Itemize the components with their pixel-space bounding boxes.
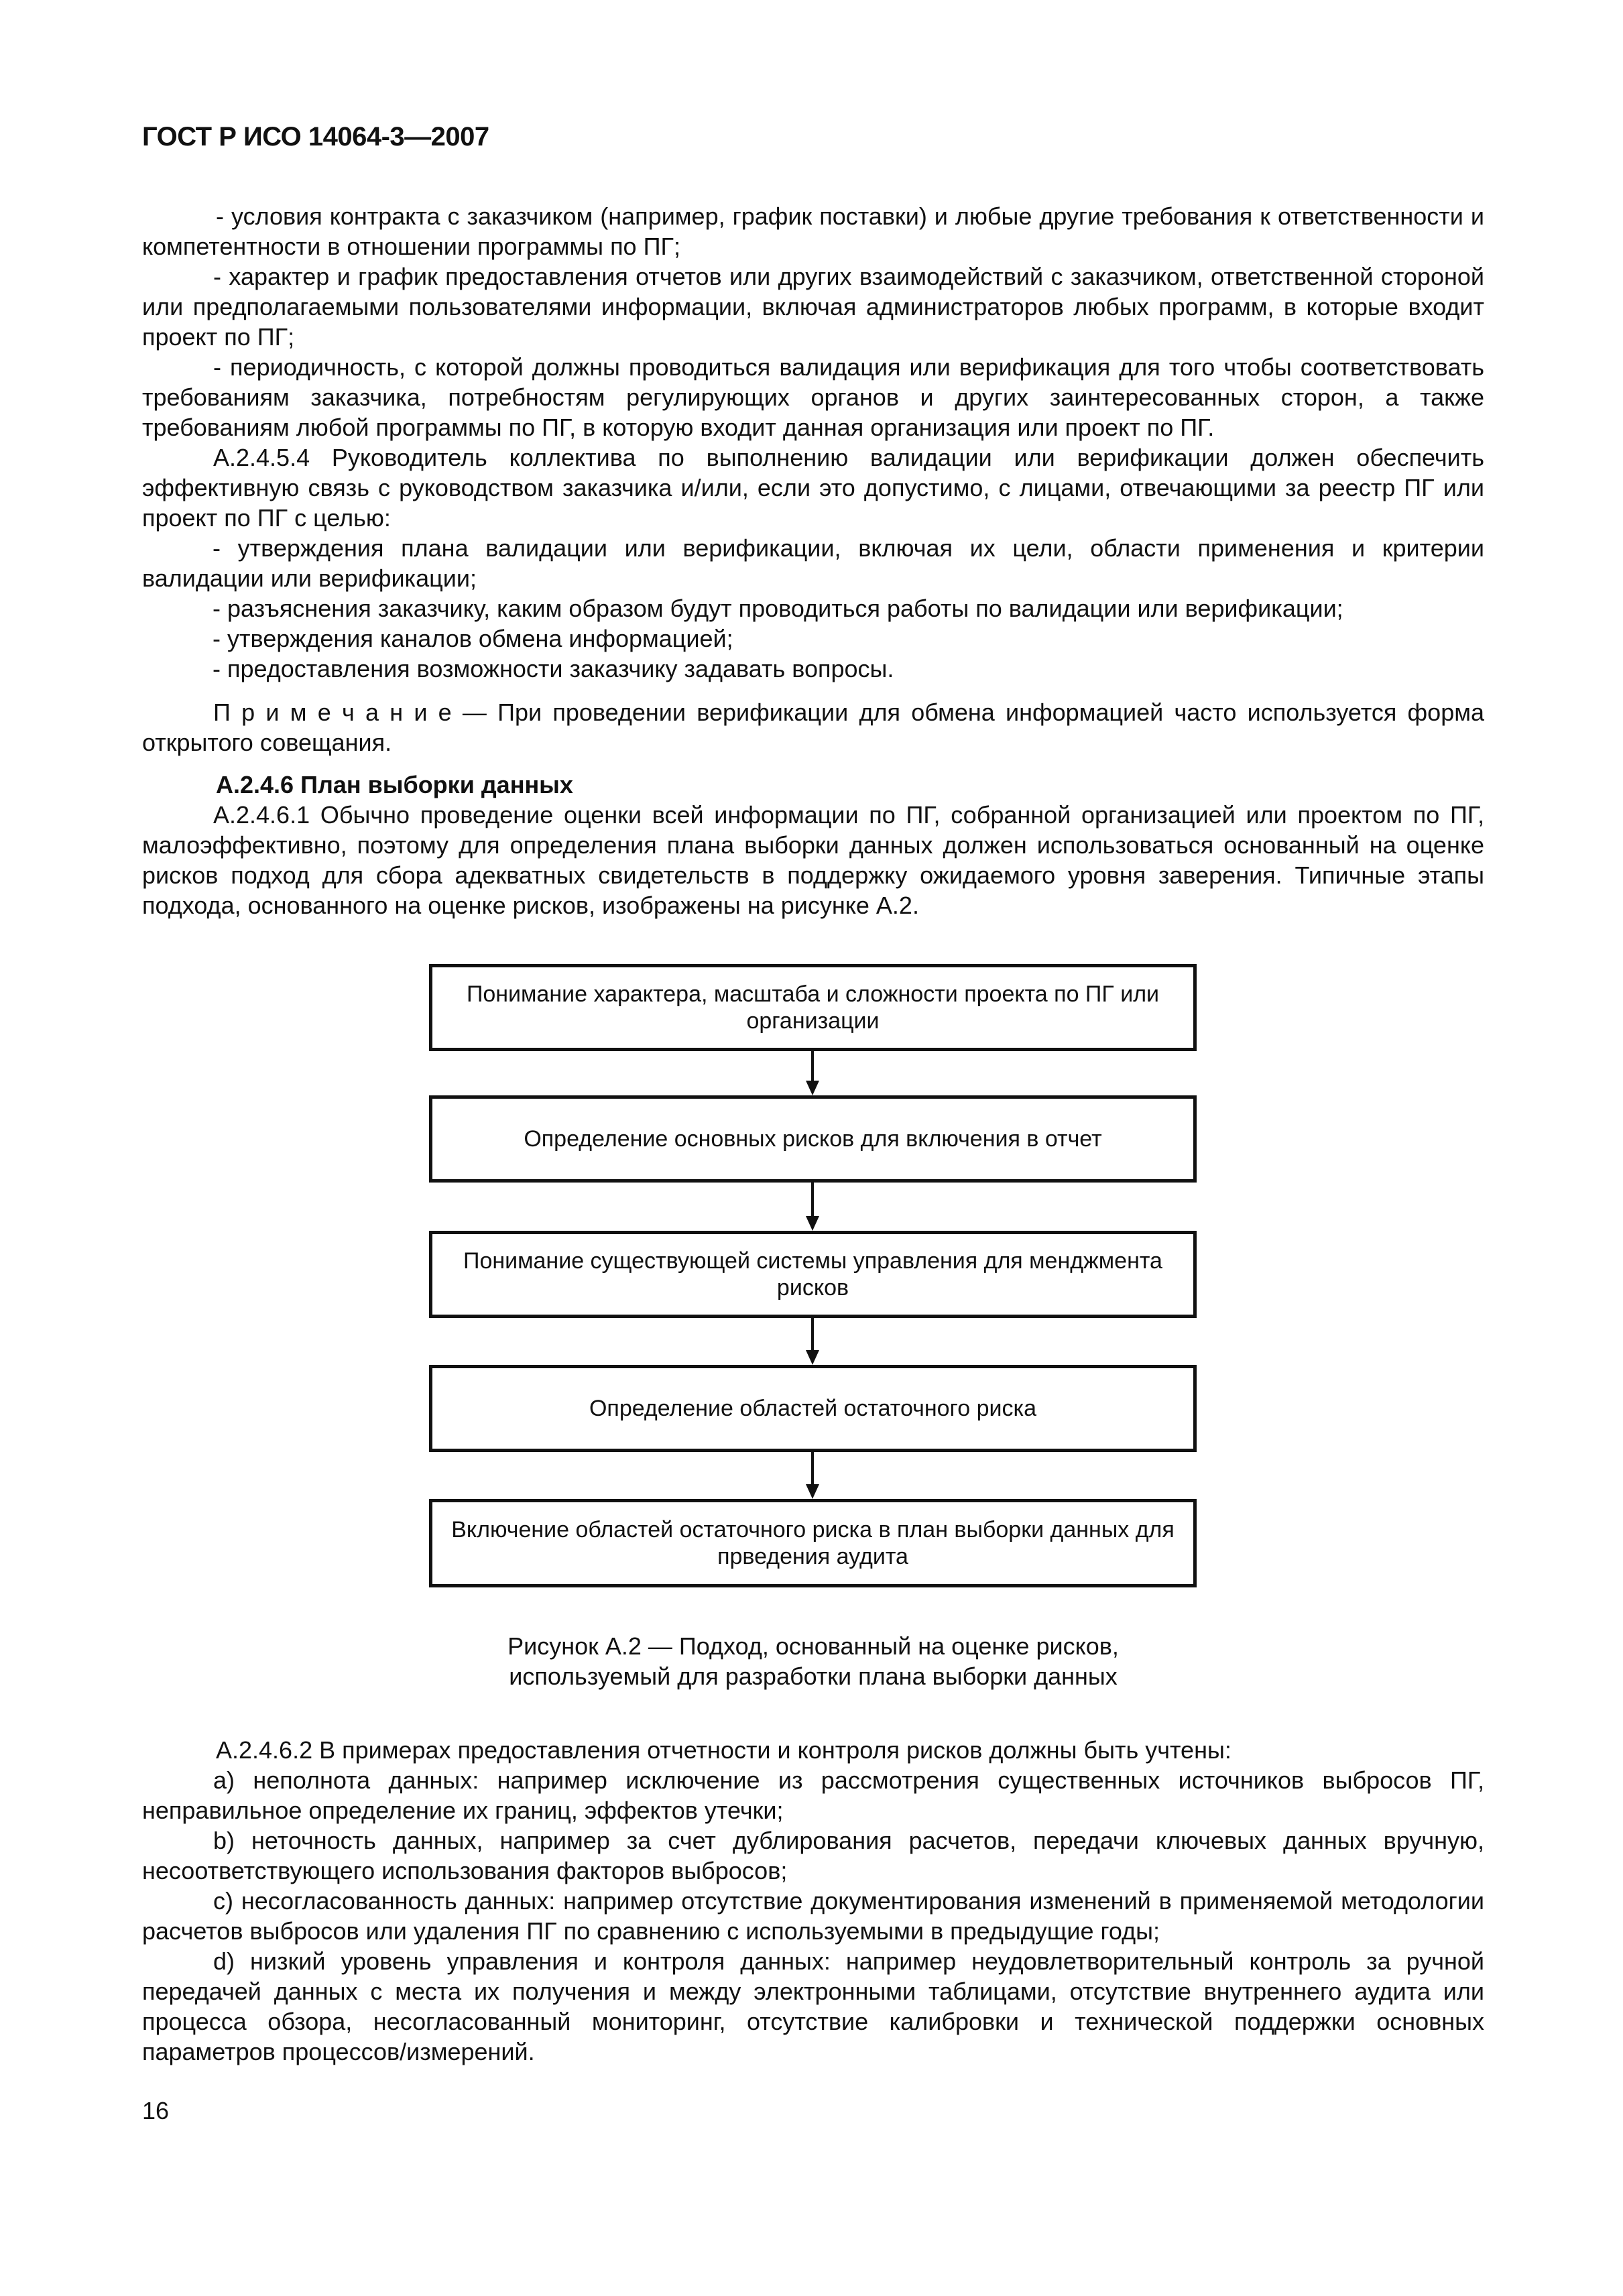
flow-step-main-risks-text: Определение основных рисков для включения в отчет <box>524 1126 1102 1152</box>
flow-step-include-sampling-plan <box>429 1499 1197 1587</box>
flow-step-understanding-text: Понимание характера, масштаба и сложности проекта по ПГ или организации <box>466 981 1160 1034</box>
flow-arrow-2 <box>804 1183 821 1231</box>
bullet-explain-client: - разъяснения заказчику, каким образом будут проводиться работы по валидации или верификации; <box>213 595 1343 622</box>
flow-step-management-system <box>429 1231 1197 1318</box>
paragraph-contract-conditions: - условия контракта с заказчиком (например, график поставки) и любые другие требования к ответственности и компетентности в отношении программы по ПГ; <box>142 202 1484 260</box>
flow-arrow-4 <box>804 1452 821 1499</box>
note-label: П р и м е ч а н и е <box>213 699 452 726</box>
paragraph-a24662: А.2.4.6.2 В примерах предоставления отчетности и контроля рисков должны быть учтены: <box>216 1736 1231 1764</box>
paragraph-a2454: А.2.4.5.4 Руководитель коллектива по выполнению валидации или верификации должен обеспечить эффективную связь с руководством заказчика и/или, если это допустимо, с лицами, отвечающими за реестр ПГ или проект по ПГ с целью: <box>142 444 1484 532</box>
figure-caption-line-1: Рисунок А.2 — Подход, основанный на оценке рисков, <box>507 1632 1119 1660</box>
note-paragraph <box>142 697 1484 758</box>
bullet-questions: - предоставления возможности заказчику задавать вопросы. <box>213 655 894 682</box>
note-text: — При проведении верификации для обмена информацией часто используется форма открытого совещания. <box>142 699 1484 756</box>
flow-step-management-system-text: Понимание существующей системы управления для менджмента рисков <box>463 1248 1162 1301</box>
bullet-approve-channels: - утверждения каналов обмена информацией; <box>213 625 733 652</box>
list-item-b-inaccuracy: b) неточность данных, например за счет дублирования расчетов, передачи ключевых данных вручную, несоответствующего использования факторов выбросов; <box>142 1827 1484 1884</box>
page-number: 16 <box>142 2097 170 2124</box>
flow-arrow-3 <box>804 1318 821 1365</box>
flow-arrow-1 <box>804 1051 821 1095</box>
figure-caption-line-2: используемый для разработки плана выборки данных <box>509 1663 1118 1690</box>
document-header: ГОСТ Р ИСО 14064-3—2007 <box>142 122 489 152</box>
flow-step-understanding <box>429 964 1197 1051</box>
list-item-d-control: d) низкий уровень управления и контроля данных: например неудовлетворительный контроль за ручной передачей данных с места их получения и между электронными таблицами, отсутствие внутреннего аудита или процесса обзора, несогласованный мониторинг, отсутствие калибровки и технической поддержки основных параметров процессов/измерений. <box>142 1947 1484 2065</box>
section-upper-text <box>142 201 1484 920</box>
list-item-c-inconsistency: c) несогласованность данных: например отсутствие документирования изменений в применяемой методологии расчетов выбросов или удаления ПГ по сравнению с используемыми в предыдущие годы; <box>142 1887 1484 1945</box>
bullet-approve-plan: - утверждения плана валидации или верификации, включая их цели, области применения и критерии валидации или верификации; <box>142 534 1484 592</box>
list-item-a-incompleteness: а) неполнота данных: например исключение из рассмотрения существенных источников выбросов ПГ, неправильное определение их границ, эффектов утечки; <box>142 1766 1484 1824</box>
paragraph-a24661: А.2.4.6.1 Обычно проведение оценки всей информации по ПГ, собранной организацией или проектом по ПГ, малоэффективно, поэтому для определения плана выборки данных должен использоваться основанный на оценке рисков подход для сбора адекватных свидетельств в поддержку ожидаемого уровня заверения. Типичные этапы подхода, основанного на оценке рисков, изображены на рисунке А.2. <box>142 801 1484 919</box>
flow-step-residual-risk-text: Определение областей остаточного риска <box>589 1396 1037 1421</box>
paragraph-reporting-schedule: - характер и график предоставления отчетов или других взаимодействий с заказчиком, ответственной стороной или предполагаемыми пользователями информации, включая администраторов любых программ, в которые входит проект по ПГ; <box>142 263 1484 351</box>
section-lower-text <box>142 1735 1484 2067</box>
figure-caption <box>142 1631 1484 1691</box>
section-heading-sampling-plan: А.2.4.6 План выборки данных <box>216 771 573 798</box>
flow-step-residual-risk <box>429 1365 1197 1452</box>
flow-step-include-sampling-plan-text: Включение областей остаточного риска в план выборки данных для прведения аудита <box>451 1517 1175 1569</box>
paragraph-periodicity: - периодичность, с которой должны проводиться валидация или верификация для того чтобы соответствовать требованиям заказчика, потребностям регулирующих органов и других заинтересованных сторон, а также требованиям любой программы по ПГ, в которую входит данная организация или проект по ПГ. <box>142 353 1484 441</box>
flow-step-main-risks <box>429 1095 1197 1183</box>
